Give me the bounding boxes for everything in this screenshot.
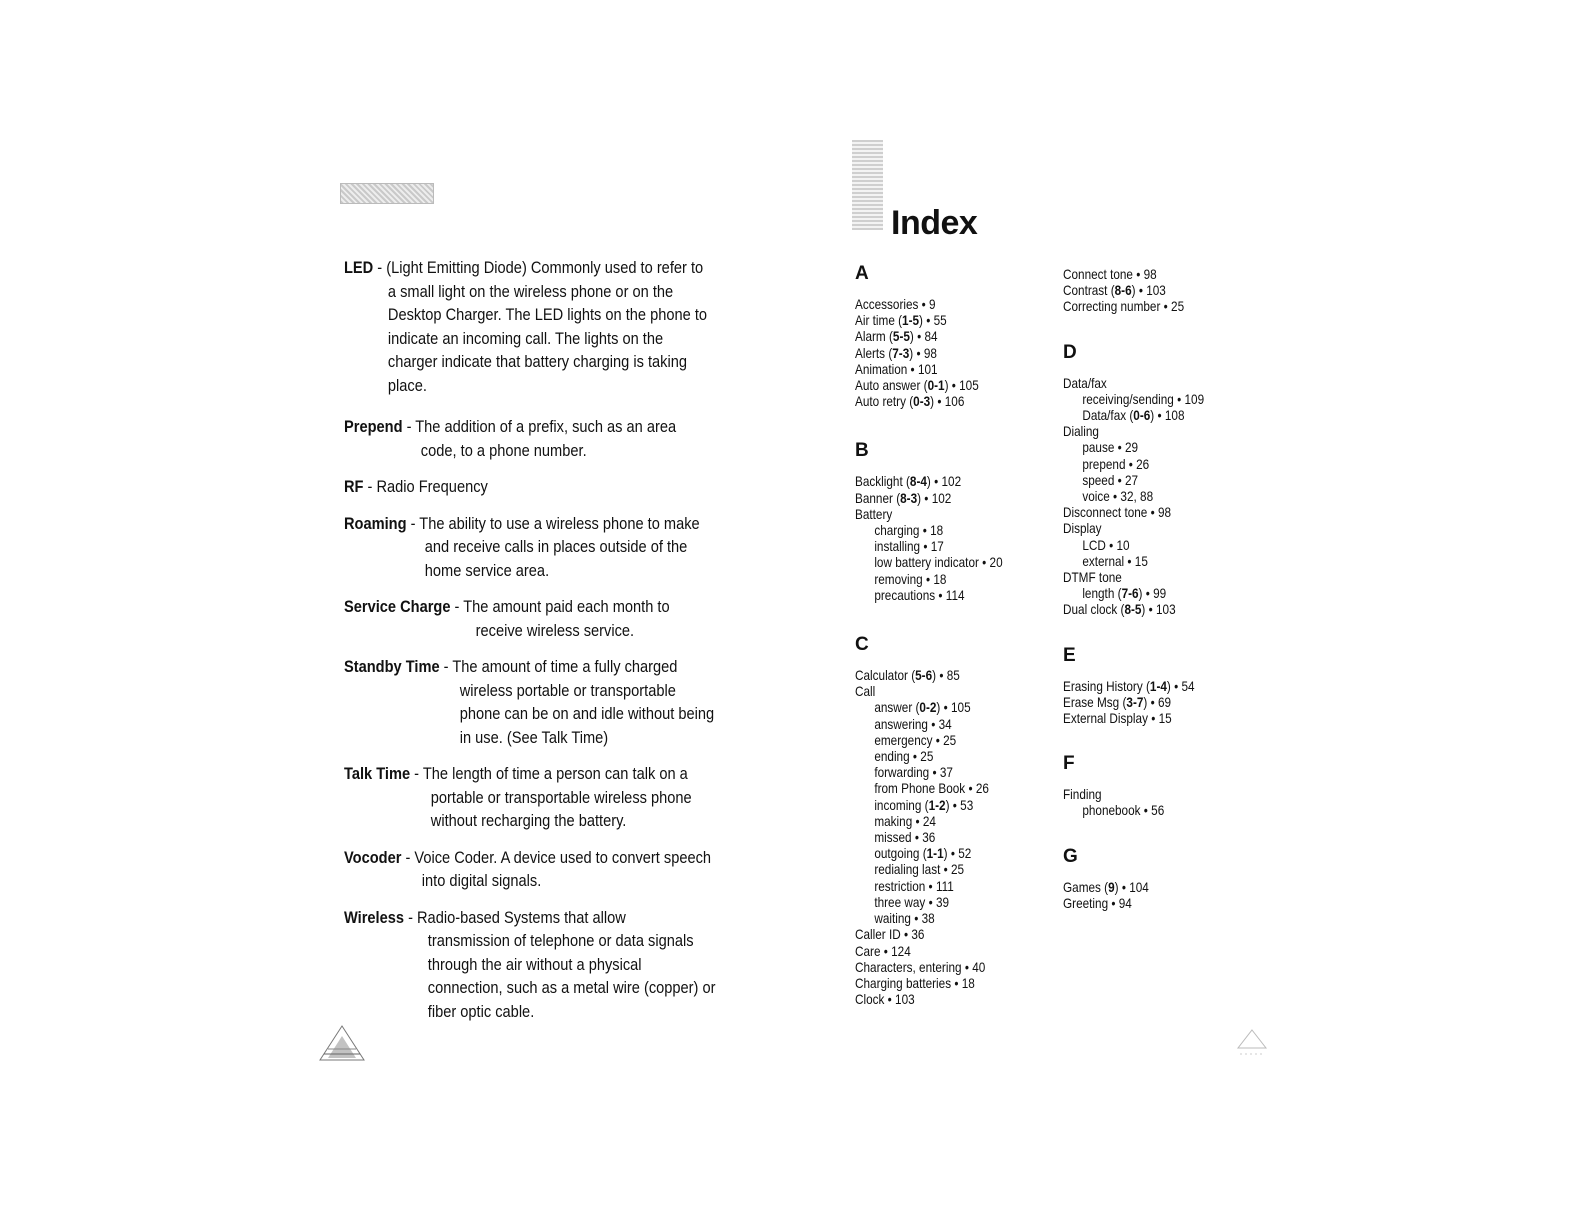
index-entry xyxy=(1063,439,1204,455)
glossary-definition-line: and receive calls in places outside of the xyxy=(424,537,688,556)
index-entry-text: precautions • 114 xyxy=(874,586,965,603)
glossary-entry xyxy=(344,595,748,642)
index-entry xyxy=(1063,298,1204,314)
index-entry xyxy=(855,959,1003,975)
index-entry-text: Backlight xyxy=(855,473,906,490)
index-entry-menu-key: 0-1 xyxy=(927,377,945,394)
index-entry xyxy=(855,926,1003,942)
index-entry-menu-key: 7-6 xyxy=(1121,585,1139,602)
glossary-entry xyxy=(344,846,748,893)
index-entry-menu-key: 1-5 xyxy=(902,312,920,329)
index-entry-text: low battery indicator • 20 xyxy=(874,554,1003,571)
index-entry-text: outgoing xyxy=(874,845,923,862)
glossary-term: Vocoder xyxy=(344,847,402,867)
index-entry xyxy=(855,522,1003,538)
index-entry: Dual clock (8-5) • 103 xyxy=(1063,601,1176,618)
index-entry-text: restriction • 111 xyxy=(874,877,954,894)
index-entry-text: three way • 39 xyxy=(874,893,950,910)
glossary-definition-line: receive wireless service. xyxy=(475,620,635,640)
glossary-list xyxy=(344,256,744,1036)
index-header-bar xyxy=(852,140,883,230)
index-column-left xyxy=(855,263,1031,1008)
index-entry-page: • 103 xyxy=(1135,282,1166,299)
index-section xyxy=(855,634,1031,1008)
glossary-definition-line: - The length of time a person can talk on a xyxy=(410,764,688,783)
index-entry-menu-key: 0-3 xyxy=(913,393,931,410)
glossary-term: Roaming xyxy=(344,513,407,533)
index-entry-page: • 84 xyxy=(913,328,938,345)
glossary-entry xyxy=(344,475,748,499)
glossary-term: Service Charge xyxy=(344,597,451,616)
glossary-definition-line: transmission of telephone or data signals xyxy=(427,931,694,950)
index-entry-menu-key: 1-2 xyxy=(928,796,946,813)
index-column-right xyxy=(1063,266,1231,911)
index-entry-page: • 102 xyxy=(930,473,962,490)
index-entry xyxy=(1063,553,1204,569)
index-entry-text: Charging batteries • 18 xyxy=(855,974,975,991)
index-entry: Erasing History (1-4) • 54 xyxy=(1063,677,1195,694)
index-entry-text: Care • 124 xyxy=(855,942,911,959)
index-entry: Air time (1-5) • 55 xyxy=(855,312,947,329)
glossary-entry xyxy=(344,256,748,397)
index-entry-text: Erasing History xyxy=(1063,677,1147,694)
index-entry-text: answer xyxy=(874,699,916,716)
index-entry-text: Alarm xyxy=(855,328,889,345)
index-entry-text: Dialing xyxy=(1063,423,1099,440)
index-entry-text: Alerts xyxy=(855,344,889,361)
index-entry-menu-key: 8-3 xyxy=(900,489,918,506)
glossary-definition-line: - The amount of time a fully charged xyxy=(439,657,678,676)
index-entry-page: • 54 xyxy=(1170,677,1195,694)
index-entry-text: Calculator xyxy=(855,667,912,684)
index-entry-text: Animation • 101 xyxy=(855,360,938,377)
index-entry xyxy=(855,732,1003,748)
index-entry-text: pause • 29 xyxy=(1082,439,1139,456)
glossary-header-tab xyxy=(340,183,434,204)
index-entry xyxy=(855,894,1003,910)
glossary-definition-line: through the air without a physical xyxy=(427,954,642,974)
glossary-definition-line: indicate an incoming call. The lights on the xyxy=(387,328,664,348)
glossary-definition-line: charger indicate that battery charging is taking xyxy=(387,352,687,371)
index-entry-text: incoming xyxy=(874,796,925,813)
index-title: Index xyxy=(891,204,978,242)
glossary-definition-line: in use. (See Talk Time) xyxy=(459,727,609,747)
index-section-letter: C xyxy=(855,634,869,656)
index-entry xyxy=(855,361,1003,377)
index-entry-text: Dual clock xyxy=(1063,601,1121,618)
index-entry-text: Characters, entering • 40 xyxy=(855,958,986,975)
glossary-entry xyxy=(344,655,748,749)
index-section-letter: B xyxy=(855,440,869,462)
index-entry xyxy=(1063,488,1204,504)
index-entry-page: • 52 xyxy=(947,845,972,862)
index-entry-menu-key: 5-5 xyxy=(892,328,910,345)
index-entry-text: external • 15 xyxy=(1082,552,1148,569)
index-entry xyxy=(1063,504,1204,520)
index-section xyxy=(1063,341,1231,618)
index-entry-text: External Display • 15 xyxy=(1063,710,1172,727)
index-entry: Alerts (7-3) • 98 xyxy=(855,344,937,361)
index-entry-text: receiving/sending • 109 xyxy=(1082,390,1205,407)
index-entry xyxy=(855,813,1003,829)
index-entry xyxy=(1063,456,1204,472)
glossary-definition-line: phone can be on and idle without being xyxy=(459,704,715,723)
glossary-definition-line: wireless portable or transportable xyxy=(459,680,676,700)
index-entry-text: Battery xyxy=(855,505,893,522)
index-entry-page: • 106 xyxy=(934,393,965,410)
index-entry: Contrast (8-6) • 103 xyxy=(1063,282,1166,299)
index-entry: answer (0-2) • 105 xyxy=(874,699,971,716)
index-entry-menu-key: 9 xyxy=(1108,878,1115,895)
index-entry-text: DTMF tone xyxy=(1063,569,1122,586)
index-entry xyxy=(1063,786,1204,802)
index-entry-text: making • 24 xyxy=(874,812,936,829)
index-entry-text: Greeting • 94 xyxy=(1063,894,1132,911)
index-entry xyxy=(1063,391,1204,407)
index-entry-text: phonebook • 56 xyxy=(1082,802,1165,819)
index-section xyxy=(1063,266,1231,315)
index-entry-text: LCD • 10 xyxy=(1082,536,1130,553)
index-entry-text: Display xyxy=(1063,520,1102,537)
index-entry-text: charging • 18 xyxy=(874,522,944,539)
glossary-definition-line: place. xyxy=(387,375,427,395)
index-entry xyxy=(855,683,1003,699)
index-entry xyxy=(855,943,1003,959)
index-entry-text: Auto retry xyxy=(855,393,910,410)
index-entry-menu-key: 8-4 xyxy=(909,473,927,490)
index-entry xyxy=(1063,569,1204,585)
index-entry-text: Data/fax xyxy=(1082,407,1130,424)
index-entry xyxy=(1063,472,1204,488)
glossary-definition-line: portable or transportable wireless phone xyxy=(430,787,692,807)
index-entry: Calculator (5-6) • 85 xyxy=(855,667,960,684)
index-entry-page: • 103 xyxy=(1145,601,1176,618)
index-entry xyxy=(855,748,1003,764)
index-entry xyxy=(1063,802,1204,818)
index-section-letter: D xyxy=(1063,341,1077,363)
index-entry-menu-key: 3-7 xyxy=(1126,693,1144,710)
glossary-term: RF xyxy=(344,477,364,496)
index-section-letter: E xyxy=(1063,644,1076,666)
index-entry-text: answering • 34 xyxy=(874,715,952,732)
index-entry-text: emergency • 25 xyxy=(874,731,957,748)
glossary-definition-line: - Radio-based Systems that allow xyxy=(404,907,626,927)
index-entry xyxy=(855,587,1003,603)
index-entry xyxy=(855,554,1003,570)
index-entry-menu-key: 7-3 xyxy=(892,344,910,361)
index-entry-text: Correcting number • 25 xyxy=(1063,298,1185,315)
index-entry xyxy=(855,975,1003,991)
glossary-term: Wireless xyxy=(344,907,405,927)
index-entry-text: Data/fax xyxy=(1063,374,1107,391)
index-section xyxy=(1063,753,1231,819)
index-entry-page: • 98 xyxy=(913,344,937,361)
index-entry: incoming (1-2) • 53 xyxy=(874,796,974,813)
index-entry-page: • 105 xyxy=(948,377,979,394)
index-entry-text: Accessories • 9 xyxy=(855,296,936,312)
index-entry xyxy=(855,910,1003,926)
index-entry-text: Auto answer xyxy=(855,377,924,394)
index-entry: Games (9) • 104 xyxy=(1063,878,1149,895)
glossary-definition-line: fiber optic cable. xyxy=(427,1001,535,1021)
index-entry-text: Games xyxy=(1063,878,1105,895)
index-entry: Alarm (5-5) • 84 xyxy=(855,328,938,345)
glossary-definition-line: Desktop Charger. The LED lights on the phone to xyxy=(387,305,708,324)
index-entry xyxy=(855,861,1003,877)
index-entry-text: Clock • 103 xyxy=(855,991,915,1008)
index-entry-menu-key: 8-6 xyxy=(1114,282,1132,299)
index-entry-text: redialing last • 25 xyxy=(874,861,965,878)
glossary-term: Talk Time xyxy=(344,764,411,783)
index-entry-page: • 69 xyxy=(1147,693,1172,710)
glossary-definition-line: code, to a phone number. xyxy=(420,440,587,460)
index-entry: length (7-6) • 99 xyxy=(1082,585,1167,602)
index-section-letter: F xyxy=(1063,753,1075,775)
index-entry-text: Contrast xyxy=(1063,282,1111,299)
index-entry-menu-key: 8-5 xyxy=(1124,601,1142,618)
index-section-letter: G xyxy=(1063,845,1078,867)
index-entry: Banner (8-3) • 102 xyxy=(855,489,952,506)
glossary-definition-line: - Radio Frequency xyxy=(363,477,488,496)
index-entry: Auto retry (0-3) • 106 xyxy=(855,393,965,410)
index-entry xyxy=(1063,537,1204,553)
glossary-entry xyxy=(344,762,748,833)
index-section xyxy=(855,440,1031,603)
index-entry-text: from Phone Book • 26 xyxy=(874,780,989,797)
index-entry-text: forwarding • 37 xyxy=(874,764,953,781)
index-entry-text: Erase Msg xyxy=(1063,693,1123,710)
index-section-letter: A xyxy=(855,263,869,284)
index-entry: Data/fax (0-6) • 108 xyxy=(1082,407,1185,424)
index-entry xyxy=(855,538,1003,554)
glossary-definition-line: - The addition of a prefix, such as an area xyxy=(402,417,677,436)
index-entry-text: voice • 32, 88 xyxy=(1082,488,1154,505)
index-entry: Erase Msg (3-7) • 69 xyxy=(1063,693,1172,710)
index-entry-menu-key: 5-6 xyxy=(915,667,933,684)
index-entry xyxy=(855,829,1003,845)
index-entry-text: length xyxy=(1082,585,1118,602)
index-entry-text: installing • 17 xyxy=(874,538,944,555)
index-entry-menu-key: 0-6 xyxy=(1133,407,1151,424)
index-entry-menu-key: 0-2 xyxy=(919,699,937,716)
glossary-entry xyxy=(344,415,748,462)
index-entry xyxy=(855,716,1003,732)
index-entry-page: • 102 xyxy=(921,489,952,506)
index-entry-page: • 105 xyxy=(940,699,971,716)
index-entry xyxy=(855,571,1003,587)
glossary-term: Prepend xyxy=(344,417,403,436)
index-entry: Auto answer (0-1) • 105 xyxy=(855,377,979,394)
index-entry xyxy=(1063,710,1204,726)
index-entry-text: removing • 18 xyxy=(874,570,947,587)
index-entry-text: Connect tone • 98 xyxy=(1063,266,1157,282)
glossary-definition-line: - Voice Coder. A device used to convert speech xyxy=(401,847,712,867)
glossary-definition-line: a small light on the wireless phone or on the xyxy=(387,281,674,301)
glossary-term: LED xyxy=(344,258,374,277)
glossary-definition-line: into digital signals. xyxy=(421,871,542,890)
index-entry: Backlight (8-4) • 102 xyxy=(855,473,962,490)
index-entry-text: Call xyxy=(855,683,876,700)
index-entry xyxy=(855,506,1003,522)
index-entry-page: • 104 xyxy=(1118,878,1149,895)
index-entry xyxy=(1063,266,1204,282)
index-entry-text: prepend • 26 xyxy=(1082,455,1150,472)
index-entry-menu-key: 1-4 xyxy=(1149,677,1167,694)
index-entry-page: • 55 xyxy=(922,312,947,329)
index-entry-text: Banner xyxy=(855,489,897,506)
glossary-entry xyxy=(344,512,748,583)
index-entry-text: waiting • 38 xyxy=(874,910,935,927)
index-entry xyxy=(855,780,1003,796)
index-entry xyxy=(1063,520,1204,536)
index-entry-page: • 85 xyxy=(936,667,960,684)
index-entry xyxy=(855,296,1003,312)
index-entry-text: Air time xyxy=(855,312,899,329)
index-entry: outgoing (1-1) • 52 xyxy=(874,845,972,862)
index-entry xyxy=(855,991,1003,1007)
glossary-definition-line: connection, such as a metal wire (copper) or xyxy=(427,978,716,997)
index-entry-text: ending • 25 xyxy=(874,748,934,765)
glossary-term: Standby Time xyxy=(344,657,440,676)
index-section xyxy=(1063,644,1231,727)
index-entry-text: Finding xyxy=(1063,786,1102,803)
page-corner-triangle-icon xyxy=(1232,1026,1272,1060)
index-section xyxy=(1063,845,1231,911)
index-entry-page: • 53 xyxy=(949,796,974,813)
glossary-definition-line: - (Light Emitting Diode) Commonly used to refer to xyxy=(373,258,704,277)
index-entry xyxy=(855,764,1003,780)
index-entry xyxy=(1063,375,1204,391)
page-corner-triangle-icon xyxy=(318,1024,366,1062)
index-entry-menu-key: 1-1 xyxy=(926,845,944,862)
glossary-definition-line: - The ability to use a wireless phone to make xyxy=(406,513,700,533)
index-entry-text: speed • 27 xyxy=(1082,471,1139,488)
index-entry-page: • 99 xyxy=(1142,585,1167,602)
index-entry-text: Caller ID • 36 xyxy=(855,926,925,943)
glossary-definition-line: - The amount paid each month to xyxy=(450,597,670,616)
index-entry-page: • 108 xyxy=(1154,407,1185,424)
glossary-definition-line: without recharging the battery. xyxy=(430,811,627,830)
glossary-entry xyxy=(344,906,748,1024)
index-section xyxy=(855,263,1031,410)
index-entry-text: missed • 36 xyxy=(874,829,936,846)
index-entry xyxy=(1063,895,1204,911)
glossary-definition-line: home service area. xyxy=(424,560,550,580)
index-entry xyxy=(1063,423,1204,439)
index-entry-text: Disconnect tone • 98 xyxy=(1063,504,1172,521)
index-entry xyxy=(855,878,1003,894)
